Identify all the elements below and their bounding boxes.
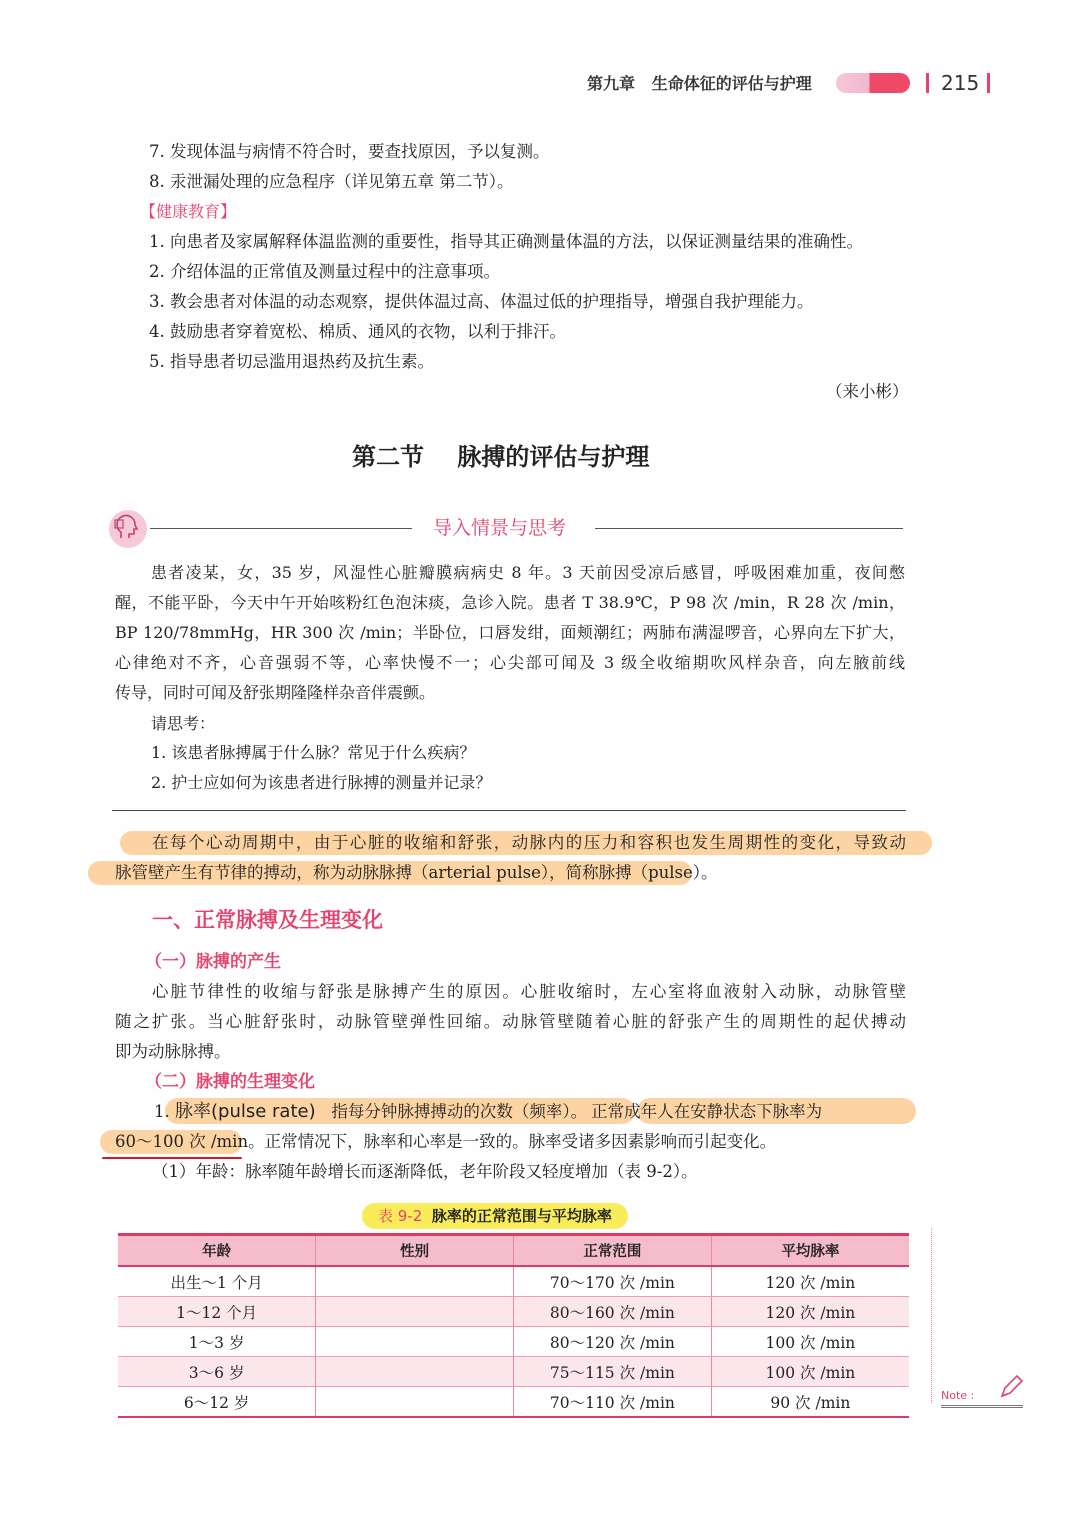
table-cell: 70～110 次 /min bbox=[514, 1387, 712, 1418]
paragraph-line bbox=[154, 1100, 822, 1124]
table-cell: 1～12 个月 bbox=[118, 1297, 316, 1327]
table-cell bbox=[316, 1387, 514, 1418]
note-label: Note : bbox=[941, 1389, 975, 1402]
head-thinking-icon bbox=[109, 510, 147, 548]
column-header: 平均脉率 bbox=[711, 1235, 909, 1267]
red-underline bbox=[102, 1157, 242, 1159]
table-cell: 100 次 /min bbox=[711, 1357, 909, 1387]
table-row bbox=[118, 1387, 909, 1418]
paragraph-line: 即为动脉脉搏。 bbox=[115, 1042, 231, 1061]
table-cell: 80～120 次 /min bbox=[514, 1327, 712, 1357]
scenario-heading: 导入情景与思考 bbox=[433, 517, 567, 539]
question: 2. 护士应如何为该患者进行脉搏的测量并记录？ bbox=[151, 773, 492, 792]
text: 脉率的正常范围与平均脉率 bbox=[431, 1207, 612, 1225]
normal-range: 60～100 次 /min bbox=[115, 1132, 249, 1151]
table-cell: 80～160 次 /min bbox=[514, 1297, 712, 1327]
list-item: 2. 介绍体温的正常值及测量过程中的注意事项。 bbox=[149, 262, 500, 281]
scenario-line: BP 120/78mmHg，HR 300 次 /min；半卧位，口唇发绀，面颊潮红；两肺布满湿啰音，心界向左下扩大， bbox=[115, 623, 905, 642]
scenario-line: 心律绝对不齐，心音强弱不等，心率快慢不一；心尖部可闻及 3 级全收缩期吹风样杂音，向左腋前线 bbox=[115, 653, 905, 672]
table-cell: 75～115 次 /min bbox=[514, 1357, 712, 1387]
scenario-line: 醒，不能平卧，今天中午开始咳粉红色泡沫痰，急诊入院。患者 T 38.9℃，P 98 次 /min，R 28 次 /min， bbox=[115, 593, 905, 612]
definition-line bbox=[115, 861, 718, 885]
pencil-icon bbox=[998, 1374, 1024, 1407]
list-item: 5. 指导患者切忌滥用退热药及抗生素。 bbox=[149, 352, 434, 371]
divider bbox=[595, 528, 903, 529]
question: 1. 该患者脉搏属于什么脉？常见于什么疾病？ bbox=[151, 743, 476, 762]
header-bar-right bbox=[987, 73, 990, 93]
table-row bbox=[118, 1266, 909, 1297]
table-cell bbox=[316, 1266, 514, 1297]
section-title: 第二节 脉搏的评估与护理 bbox=[352, 443, 650, 471]
list-item: 4. 鼓励患者穿着宽松、棉质、通风的衣物，以利于排汗。 bbox=[149, 322, 566, 341]
text: 表 9-2 bbox=[378, 1207, 423, 1225]
divider bbox=[112, 810, 906, 811]
table-cell: 1～3 岁 bbox=[118, 1327, 316, 1357]
table-cell: 120 次 /min bbox=[711, 1297, 909, 1327]
table-row bbox=[118, 1327, 909, 1357]
term: 脉率(pulse rate) bbox=[175, 1101, 316, 1122]
list-item: 7. 发现体温与病情不符合时，要查找原因，予以复测。 bbox=[149, 142, 550, 161]
text: 。 bbox=[701, 863, 718, 882]
paragraph-line: （1）年龄：脉率随年龄增长而逐渐降低，老年阶段又轻度增加（表 9-2）。 bbox=[152, 1162, 698, 1181]
author: （来小彬） bbox=[826, 382, 909, 401]
definition-line: 在每个心动周期中，由于心脏的收缩和舒张，动脉内的压力和容积也发生周期性的变化，导致动 bbox=[152, 833, 906, 852]
table-row bbox=[118, 1357, 909, 1387]
heading-1: 一、正常脉搏及生理变化 bbox=[152, 908, 383, 932]
table-cell: 70～170 次 /min bbox=[514, 1266, 712, 1297]
column-header: 年龄 bbox=[118, 1235, 316, 1267]
table-cell: 100 次 /min bbox=[711, 1327, 909, 1357]
page-number: 215 bbox=[941, 71, 980, 95]
table-cell: 6～12 岁 bbox=[118, 1387, 316, 1418]
table-cell: 出生～1 个月 bbox=[118, 1266, 316, 1297]
table-cell bbox=[316, 1327, 514, 1357]
paragraph-line: 心脏节律性的收缩与舒张是脉搏产生的原因。心脏收缩时，左心室将血液射入动脉，动脉管壁 bbox=[152, 982, 906, 1001]
table-row bbox=[118, 1297, 909, 1327]
table-cell: 90 次 /min bbox=[711, 1387, 909, 1418]
scenario-line: 传导，同时可闻及舒张期隆隆样杂音伴震颤。 bbox=[115, 683, 436, 702]
running-header bbox=[587, 72, 812, 96]
paragraph-line bbox=[115, 1130, 776, 1154]
text: 1. bbox=[154, 1102, 170, 1121]
list-item: 3. 教会患者对体温的动态观察，提供体温过高、体温过低的护理指导，增强自我护理能力。 bbox=[149, 292, 814, 311]
table-cell bbox=[316, 1297, 514, 1327]
list-item: 1. 向患者及家属解释体温监测的重要性，指导其正确测量体温的方法，以保证测量结果的准确性。 bbox=[149, 232, 863, 251]
divider bbox=[150, 528, 412, 529]
text: 脉管壁产生有节律的搏动，称为动脉脉搏（arterial pulse），简称脉搏（pulse） bbox=[115, 863, 702, 882]
heading-2: （一）脉搏的产生 bbox=[145, 952, 281, 972]
text: 正常成年人在安静状态下脉率为 bbox=[591, 1102, 823, 1121]
table-cell: 3～6 岁 bbox=[118, 1357, 316, 1387]
chapter-number: 第九章 bbox=[587, 74, 636, 93]
text: 指每分钟脉搏搏动的次数（频率）。 bbox=[331, 1102, 588, 1121]
scenario-prompt: 请思考： bbox=[151, 714, 216, 733]
chapter-title: 生命体征的评估与护理 bbox=[651, 74, 812, 93]
scenario-line: 患者凌某，女，35 岁，风湿性心脏瓣膜病病史 8 年。3 天前因受凉后感冒，呼吸困难加重，夜间憋 bbox=[151, 563, 905, 582]
table-caption bbox=[362, 1203, 628, 1229]
list-item: 8. 汞泄漏处理的应急程序（详见第五章 第二节）。 bbox=[149, 172, 514, 191]
text: 。正常情况下，脉率和心率是一致的。脉率受诸多因素影响而引起变化。 bbox=[248, 1132, 777, 1151]
header-bar-left bbox=[926, 73, 929, 93]
pulse-rate-table bbox=[118, 1233, 909, 1418]
header-decoration bbox=[836, 73, 910, 93]
heading-2: （二）脉搏的生理变化 bbox=[145, 1072, 315, 1092]
table-cell: 120 次 /min bbox=[711, 1266, 909, 1297]
column-header: 性别 bbox=[316, 1235, 514, 1267]
margin-divider bbox=[931, 1228, 932, 1403]
table-cell bbox=[316, 1357, 514, 1387]
health-education-heading: 【健康教育】 bbox=[140, 202, 237, 221]
paragraph-line: 随之扩张。当心脏舒张时，动脉管壁弹性回缩。动脉管壁随着心脏的舒张产生的周期性的起伏搏动 bbox=[115, 1012, 906, 1031]
column-header: 正常范围 bbox=[514, 1235, 712, 1267]
note-line bbox=[941, 1405, 1023, 1408]
